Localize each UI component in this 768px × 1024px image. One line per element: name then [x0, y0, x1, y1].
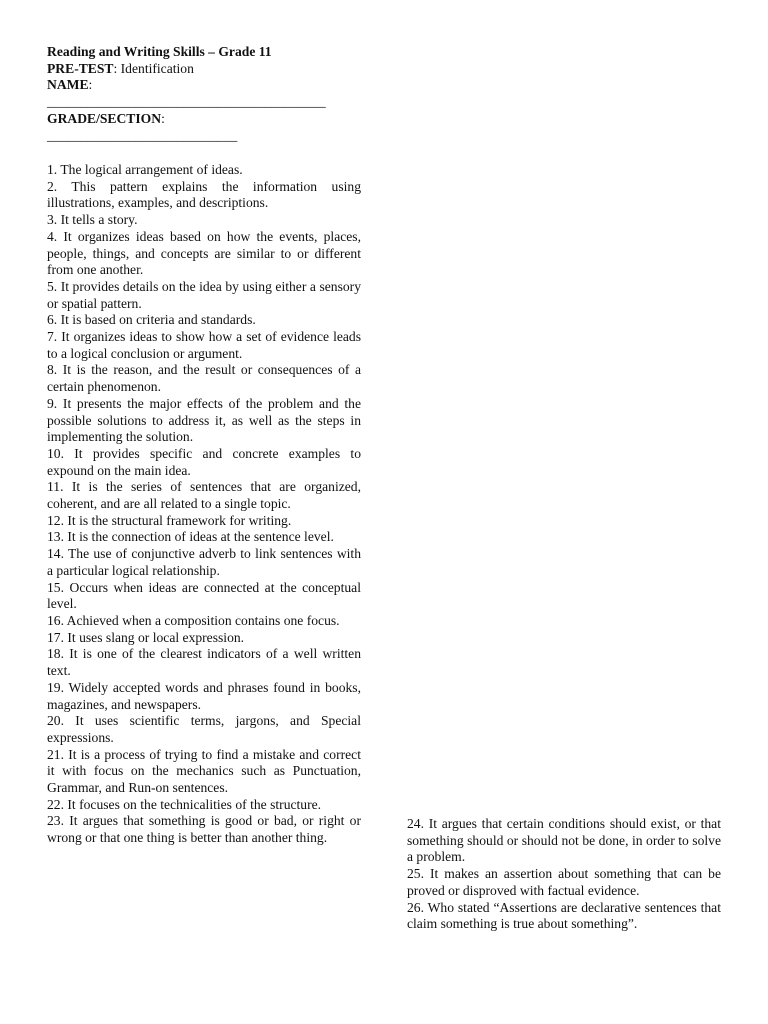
grade-section-label: GRADE/SECTION — [47, 110, 162, 126]
question-item: 19. Widely accepted words and phrases found in books, magazines, and newspapers. — [47, 679, 361, 712]
question-item: 20. It uses scientific terms, jargons, and Special expressions. — [47, 713, 361, 745]
question-item: 18. It is one of the clearest indicators of a well written text. — [47, 646, 361, 679]
question-item: 6. It is based on criteria and standards. — [47, 312, 256, 328]
question-item: 10. It provides specific and concrete examples to expound on the main idea. — [47, 445, 361, 478]
question-item: 23. It argues that something is good or bad, or right or wrong or that one thing is better than another thing. — [47, 813, 361, 846]
question-item: 4. It organizes ideas based on how the events, places, people, things, and concepts are similar to or different from one another. — [47, 228, 361, 278]
worksheet-title: Reading and Writing Skills – Grade 11 — [47, 44, 272, 59]
question-item: 7. It organizes ideas to show how a set of evidence leads to a logical conclusion or argument. — [47, 329, 361, 361]
question-item: 22. It focuses on the technicalities of the structure. — [47, 796, 322, 812]
question-item: 15. Occurs when ideas are connected at the conceptual level. — [47, 579, 361, 612]
grade-colon: : — [161, 110, 165, 126]
question-item: 14. The use of conjunctive adverb to link sentences with a particular logical relationship. — [47, 546, 361, 578]
pretest-value: : Identification — [113, 60, 194, 76]
question-item: 5. It provides details on the idea by using either a sensory or spatial pattern. — [47, 278, 361, 311]
question-item: 1. The logical arrangement of ideas. — [47, 162, 243, 177]
name-label: NAME — [47, 77, 89, 93]
question-item: 13. It is the connection of ideas at the sentence level. — [47, 529, 334, 545]
question-item: 8. It is the reason, and the result or consequences of a certain phenomenon. — [47, 362, 361, 395]
questions-column-left — [47, 162, 361, 847]
question-item: 11. It is the series of sentences that are organized, coherent, and are all related to a single topic. — [47, 479, 361, 512]
name-colon: : — [88, 77, 93, 93]
question-item: 25. It makes an assertion about something that can be proved or disproved with factual evidence. — [407, 866, 721, 898]
questions-column-right — [407, 816, 721, 933]
pretest-label: PRE-TEST — [47, 60, 114, 76]
worksheet-header — [47, 44, 367, 144]
grade-blank-line: ____________________________ — [47, 127, 238, 143]
question-item: 9. It presents the major effects of the problem and the possible solutions to address it, as well as the steps in implementing the solution. — [47, 395, 361, 445]
name-row — [47, 77, 367, 94]
pretest-line — [47, 61, 367, 78]
question-item: 21. It is a process of trying to find a mistake and correct it with focus on the mechanics such as Punctuation, Grammar, and Run-on sentences. — [47, 746, 361, 796]
question-item: 12. It is the structural framework for writing. — [47, 512, 292, 528]
question-item: 17. It uses slang or local expression. — [47, 629, 245, 645]
name-blank-line: _________________________________________ — [47, 94, 326, 110]
grade-row — [47, 111, 367, 128]
question-item: 3. It tells a story. — [47, 212, 138, 228]
question-item: 24. It argues that certain conditions should exist, or that something should or should not be done, in order to solve a problem. — [407, 816, 721, 865]
question-item: 2. This pattern explains the information using illustrations, examples, and descriptions. — [47, 178, 361, 211]
question-item: 16. Achieved when a composition contains one focus. — [47, 612, 340, 628]
question-item: 26. Who stated “Assertions are declarative sentences that claim something is true about something”. — [407, 899, 721, 932]
